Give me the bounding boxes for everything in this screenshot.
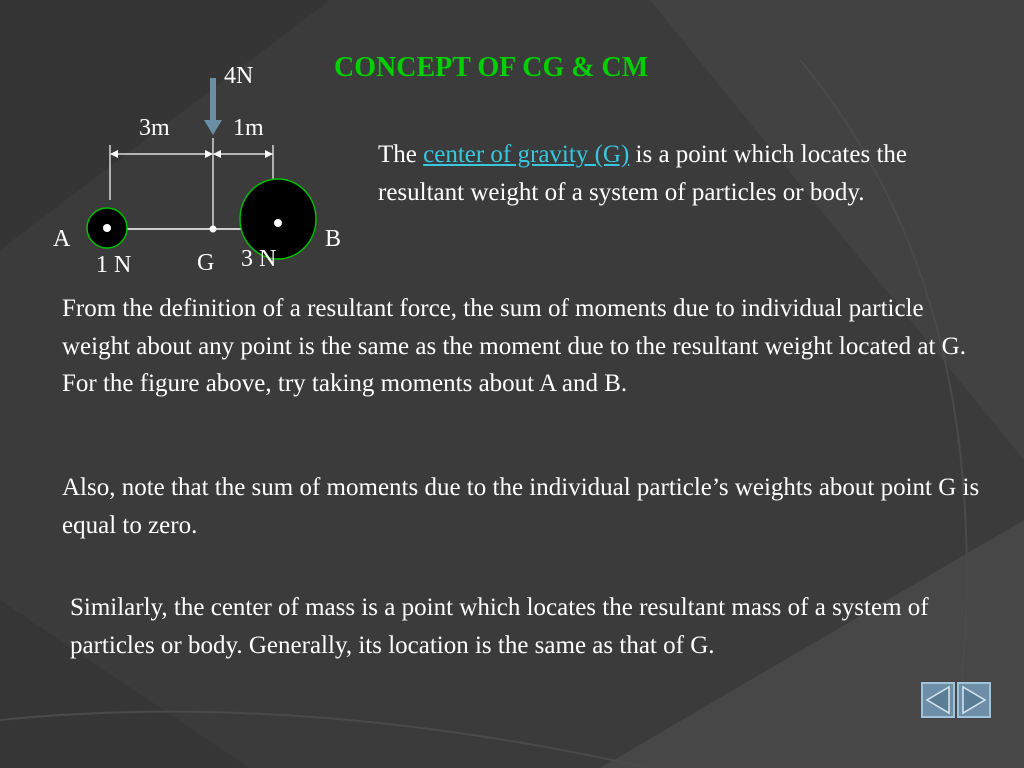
resultant-force-arrow	[204, 78, 222, 135]
distance-left-label: 3m	[139, 115, 170, 141]
center-of-gravity-link[interactable]: center of gravity (G)	[423, 141, 630, 168]
weight-a-label: 1 N	[96, 252, 132, 278]
particle-a-center-dot	[103, 224, 111, 232]
weight-b-label: 3 N	[241, 246, 277, 272]
zero-moment-paragraph: Also, note that the sum of moments due to the individual particle’s weights about point G is equal to zero.	[62, 474, 980, 539]
triangle-right-icon	[959, 684, 989, 716]
particle-b-center-dot	[274, 219, 282, 227]
slide-title: CONCEPT OF CG & CM	[334, 52, 649, 83]
distance-right-label: 1m	[233, 115, 264, 141]
center-of-gravity-dot	[210, 226, 217, 233]
point-a-label: A	[53, 226, 71, 252]
force-label: 4N	[224, 63, 254, 89]
next-slide-button[interactable]	[957, 682, 991, 718]
moments-paragraph: From the definition of a resultant force, the sum of moments due to individual particle weight about any point is the same as the moment due to the resultant weight located at G. For the figure above, try taking moments about A and B.	[62, 295, 966, 397]
previous-slide-button[interactable]	[921, 682, 955, 718]
point-g-label: G	[197, 250, 215, 276]
point-b-label: B	[325, 226, 342, 252]
center-of-mass-paragraph: Similarly, the center of mass is a point which locates the resultant mass of a system of particles or body. Generally, its location is the same as that of G.	[70, 594, 929, 659]
definition-text-end: is a point which locates the resultant weight of a system of particles or body.	[378, 141, 907, 206]
slide-navigation	[921, 682, 991, 718]
triangle-left-icon	[923, 684, 953, 716]
definition-text-start: The	[378, 141, 424, 168]
